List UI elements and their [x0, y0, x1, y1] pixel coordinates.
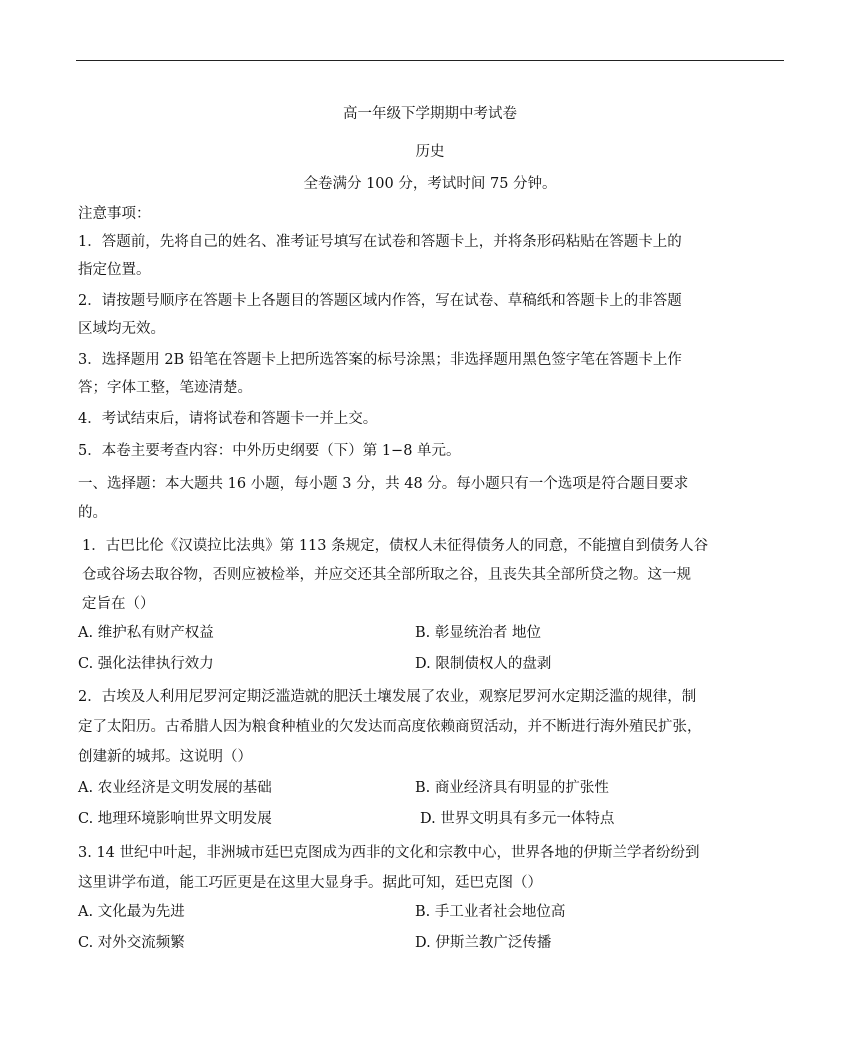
note-line: 5．本卷主要考查内容：中外历史纲要（下）第 1−8 单元。: [78, 443, 461, 459]
question-2-option-b: B. 商业经济具有明显的扩张性: [415, 780, 609, 796]
question-1-stem: 定旨在（）: [82, 596, 155, 612]
note-line: 区域均无效。: [78, 321, 165, 337]
note-line: 4．考试结束后，请将试卷和答题卡一并上交。: [78, 411, 378, 427]
note-line: 3．选择题用 2B 铅笔在答题卡上把所选答案的标号涂黑；非选择题用黑色签字笔在答题卡上作: [78, 352, 682, 368]
note-line: 答；字体工整，笔迹清楚。: [78, 380, 252, 396]
section-heading: 一、选择题：本大题共 16 小题，每小题 3 分，共 48 分。每小题只有一个选项是符合题目要求: [78, 476, 689, 492]
header-rule: [76, 60, 784, 61]
question-3-option-c: C. 对外交流频繁: [78, 935, 185, 951]
exam-info: 全卷满分 100 分，考试时间 75 分钟。: [303, 176, 557, 192]
exam-title: 高一年级下学期期中考试卷: [343, 106, 517, 122]
question-1-stem: 仓或谷场去取谷物，否则应被检举，并应交还其全部所取之谷，且丧失其全部所贷之物。这一规: [82, 567, 691, 583]
question-2-stem: 2．古埃及人利用尼罗河定期泛滥造就的肥沃土壤发展了农业，观察尼罗河水定期泛滥的规律，制: [78, 689, 697, 705]
note-line: 1．答题前，先将自己的姓名、准考证号填写在试卷和答题卡上，并将条形码粘贴在答题卡上的: [78, 234, 682, 250]
question-1-option-d: D. 限制债权人的盘剥: [415, 656, 552, 672]
note-line: 2．请按题号顺序在答题卡上各题目的答题区域内作答，写在试卷、草稿纸和答题卡上的非答题: [78, 293, 682, 309]
question-1-option-c: C. 强化法律执行效力: [78, 656, 214, 672]
question-3-stem: 这里讲学布道，能工巧匠更是在这里大显身手。据此可知，廷巴克图（）: [78, 875, 542, 891]
question-2-option-d: D. 世界文明具有多元一体特点: [420, 811, 615, 827]
question-3-option-a: A. 文化最为先进: [78, 904, 185, 920]
question-3-option-d: D. 伊斯兰教广泛传播: [415, 935, 552, 951]
question-2-option-a: A. 农业经济是文明发展的基础: [78, 780, 272, 796]
question-2-stem: 创建新的城邦。这说明（）: [78, 749, 252, 765]
question-1-option-b: B. 彰显统治者 地位: [415, 625, 541, 641]
note-line: 指定位置。: [78, 262, 151, 278]
question-2-stem: 定了太阳历。古希腊人因为粮食种植业的欠发达而高度依赖商贸活动，并不断进行海外殖民扩张，: [78, 719, 702, 735]
question-1-stem: 1．古巴比伦《汉谟拉比法典》第 113 条规定，债权人未征得债务人的同意，不能擅自到债务人谷: [82, 538, 709, 554]
question-2-option-c: C. 地理环境影响世界文明发展: [78, 811, 272, 827]
question-1-option-a: A. 维护私有财产权益: [78, 625, 214, 641]
subject-title: 历史: [415, 144, 445, 160]
question-3-stem: 3. 14 世纪中叶起，非洲城市廷巴克图成为西非的文化和宗教中心，世界各地的伊斯兰学者纷纷到: [78, 845, 700, 861]
question-3-option-b: B. 手工业者社会地位高: [415, 904, 566, 920]
section-heading-cont: 的。: [78, 505, 107, 521]
notes-heading: 注意事项：: [78, 206, 151, 222]
